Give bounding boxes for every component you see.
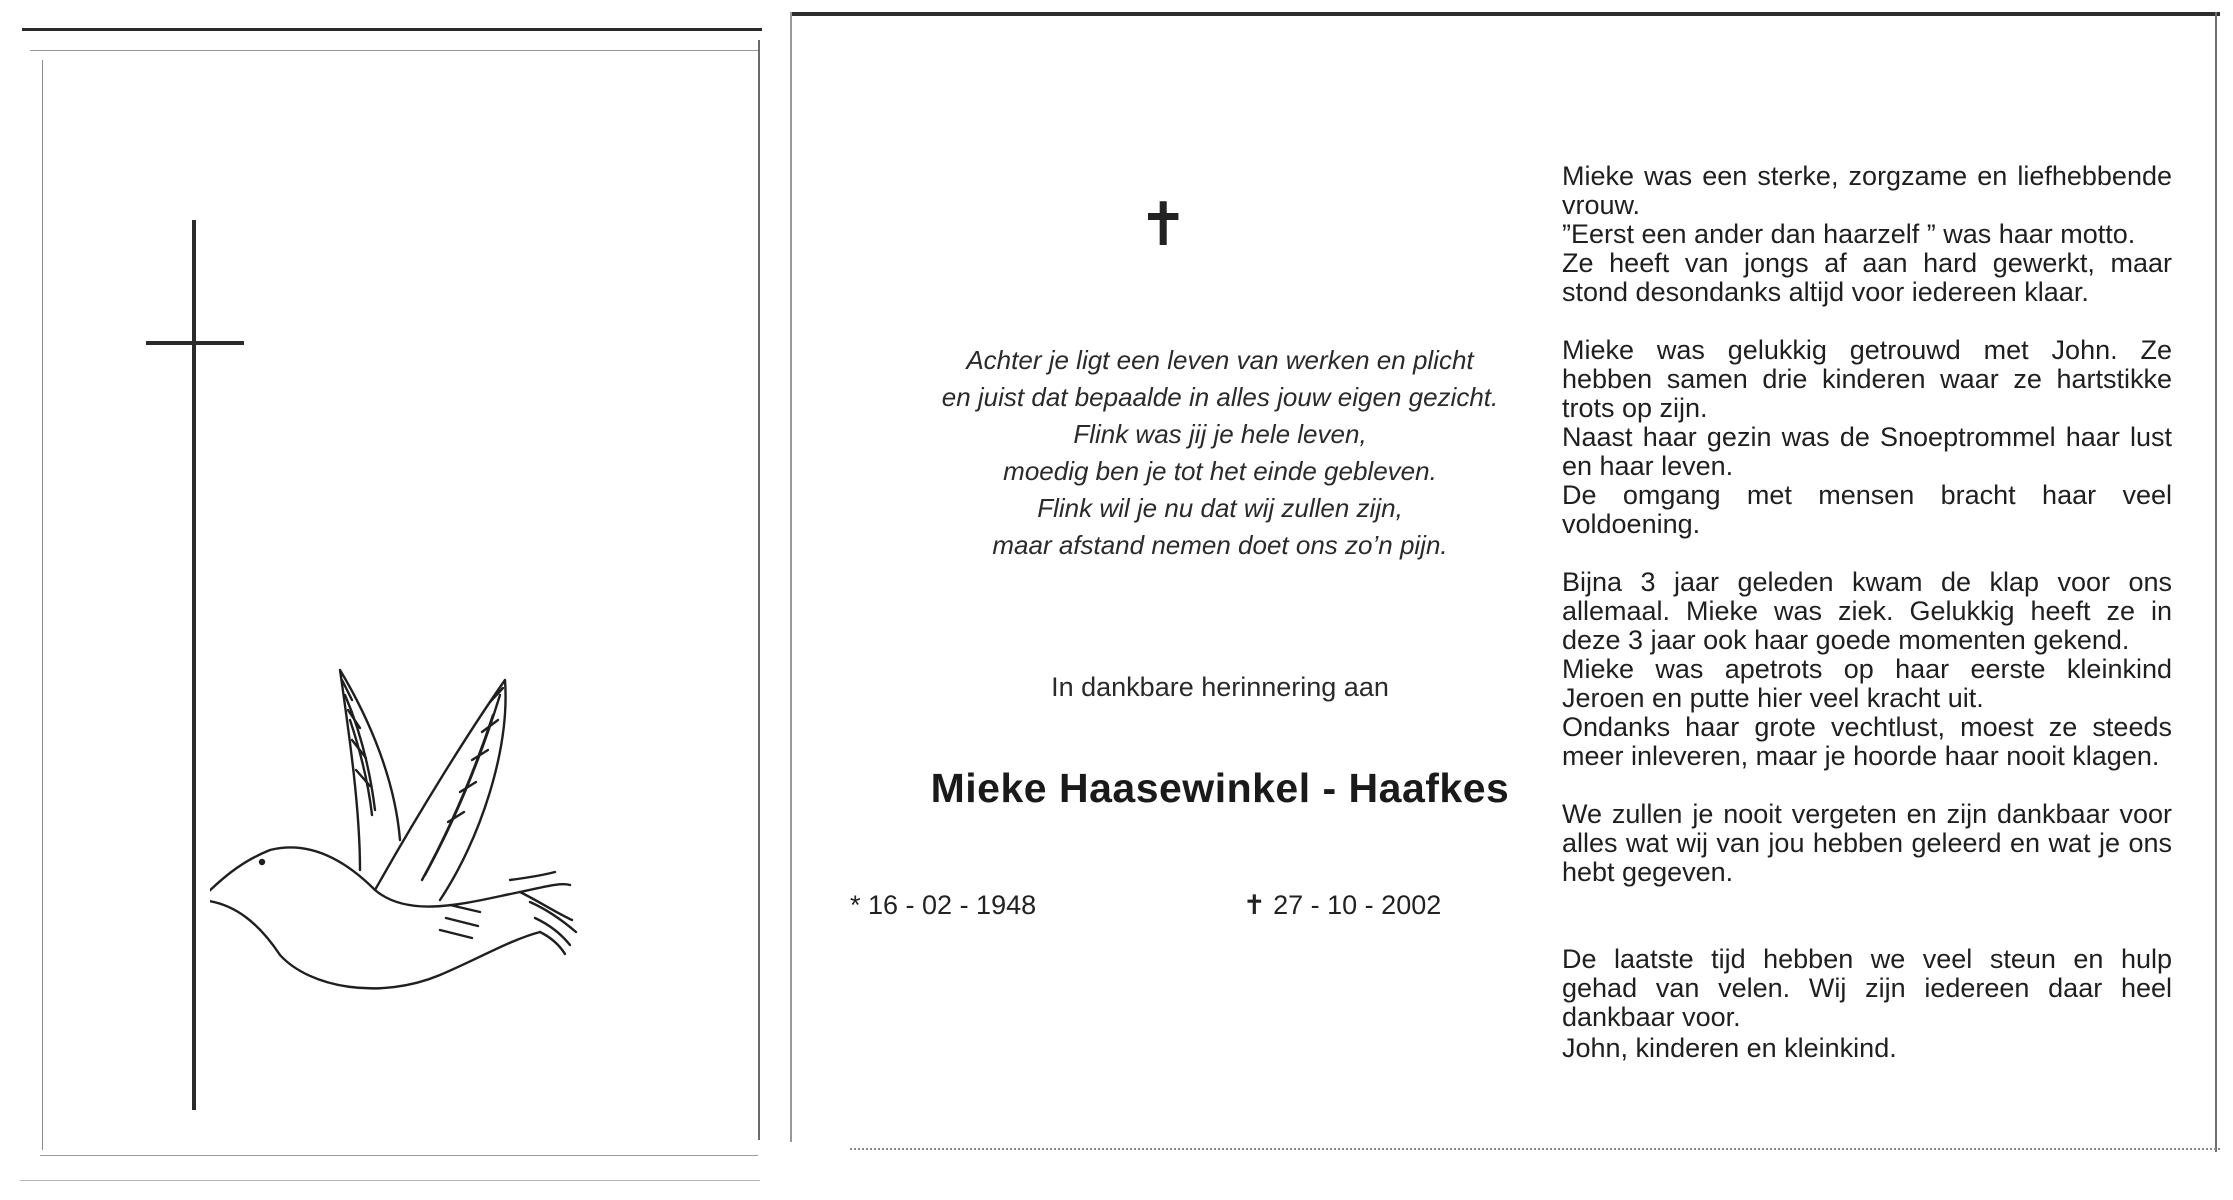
card-edge bbox=[790, 12, 2220, 16]
poem bbox=[840, 342, 1600, 564]
remembrance-text: In dankbare herinnering aan bbox=[1051, 672, 1389, 702]
dove-icon bbox=[210, 640, 610, 1000]
bio-paragraph: ”Eerst een ander dan haarzelf ” was haar motto. bbox=[1562, 219, 2136, 249]
bio-paragraph: Mieke was een sterke, zorgzame en liefhebbende vrouw. bbox=[1562, 161, 2172, 220]
biography bbox=[1562, 162, 2172, 1063]
bio-paragraph: De omgang met mensen bracht haar veel voldoening. bbox=[1562, 480, 2172, 539]
poem-line: Flink was jij je hele leven, bbox=[1073, 419, 1367, 449]
card-edge bbox=[758, 40, 760, 1140]
card-edge bbox=[20, 1180, 760, 1181]
bio-paragraph: Ondanks haar grote vechtlust, moest ze steeds meer inleveren, maar je hoorde haar nooit klagen. bbox=[1562, 712, 2172, 771]
bio-paragraph: Mieke was gelukkig getrouwd met John. Ze hebben samen drie kinderen waar ze hartstikke trots op zijn. bbox=[1562, 335, 2172, 423]
poem-line: Flink wil je nu dat wij zullen zijn, bbox=[1037, 493, 1403, 523]
bio-spacer bbox=[1562, 771, 2172, 800]
bio-paragraph: Ze heeft van jongs af aan hard gewerkt, maar stond desondanks altijd voor iedereen klaar. bbox=[1562, 248, 2172, 307]
front-card bbox=[30, 30, 760, 1155]
bio-paragraph: Bijna 3 jaar geleden kwam de klap voor ons allemaal. Mieke was ziek. Gelukkig heeft ze in deze 3 jaar ook haar goede momenten gekend. bbox=[1562, 567, 2172, 655]
birth-date: * 16 - 02 - 1948 bbox=[850, 890, 1037, 920]
bio-spacer bbox=[1562, 916, 2172, 945]
card-edge bbox=[2215, 12, 2217, 1152]
card-edge bbox=[790, 12, 792, 1142]
bio-paragraph: Naast haar gezin was de Snoeptrommel haar lust en haar leven. bbox=[1562, 422, 2172, 481]
death-date-value: 27 - 10 - 2002 bbox=[1265, 890, 1442, 920]
bio-paragraph: We zullen je nooit vergeten en zijn dankbaar voor alles wat wij van jou hebben geleerd en wat je ons hebt gegeven. bbox=[1562, 799, 2172, 887]
card-edge bbox=[30, 50, 760, 51]
bio-spacer bbox=[1562, 539, 2172, 568]
death-date bbox=[1243, 890, 1441, 921]
bio-paragraph: Mieke was apetrots op haar eerste kleinkind Jeroen en putte hier veel kracht uit. bbox=[1562, 654, 2172, 713]
bio-paragraph: De laatste tijd hebben we veel steun en hulp gehad van velen. Wij zijn iedereen daar heel dankbaar voor. bbox=[1562, 944, 2172, 1032]
card-edge bbox=[22, 28, 762, 31]
poem-line: Achter je ligt een leven van werken en plicht bbox=[966, 345, 1474, 375]
signature: John, kinderen en kleinkind. bbox=[1562, 1033, 1897, 1063]
cross-icon: ✝ bbox=[1138, 190, 1189, 260]
bio-spacer bbox=[1562, 307, 2172, 336]
large-cross-icon-bar bbox=[146, 341, 244, 345]
poem-line: moedig ben je tot het einde gebleven. bbox=[1003, 456, 1437, 486]
death-cross-icon: ✝ bbox=[1243, 890, 1266, 921]
bio-spacer bbox=[1562, 887, 2172, 916]
poem-line: maar afstand nemen doet ons zo’n pijn. bbox=[992, 530, 1448, 560]
card-edge bbox=[40, 1155, 758, 1156]
card-edge bbox=[42, 60, 43, 1150]
deceased-name: Mieke Haasewinkel - Haafkes bbox=[930, 765, 1510, 811]
poem-line: en juist dat bepaalde in alles jouw eigen gezicht. bbox=[941, 382, 1499, 412]
large-cross-icon bbox=[192, 220, 196, 1110]
card-edge bbox=[850, 1148, 2220, 1150]
